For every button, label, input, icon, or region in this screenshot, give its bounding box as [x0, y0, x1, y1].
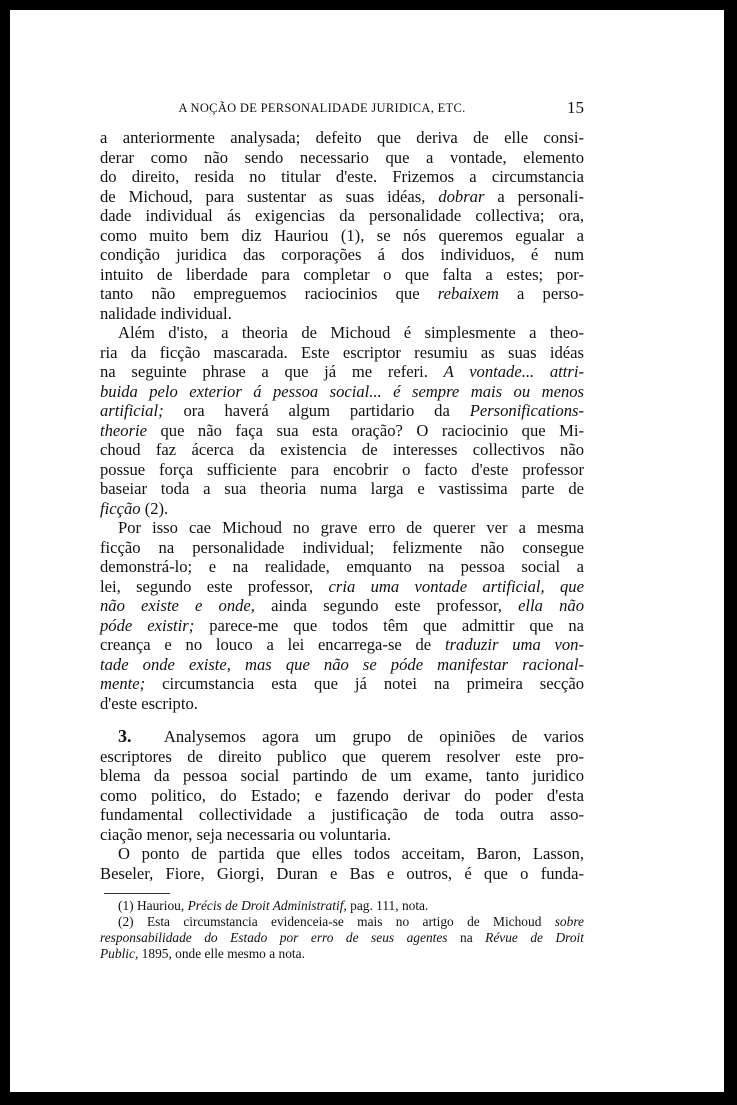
text-line: possue força sufficiente para encobrir o facto d'este professor	[100, 459, 584, 479]
text-line: mente; circumstancia esta que já notei na primeira secção	[100, 674, 584, 693]
text-line: demonstrá-lo; e na realidade, emquanto na pessoa social a	[100, 557, 584, 576]
text-line: como politico, do Estado; e fazendo derivar do poder d'esta	[100, 785, 584, 805]
text-line: choud faz ácerca da existencia de interesses collectivos não	[100, 440, 584, 459]
text-line: nalidade individual.	[100, 303, 232, 323]
paragraph-5	[100, 844, 584, 883]
footnote-2-line: (2) Esta circumstancia evidenceia-se mais no artigo de Michoud sobre	[118, 914, 584, 929]
footnote-2-line: Public, 1895, onde elle mesmo a nota.	[100, 946, 305, 961]
footnote-rule	[104, 893, 170, 894]
body-text	[100, 128, 584, 883]
book-page	[10, 10, 724, 1092]
text-line: ficção na personalidade individual; felizmente não consegue	[100, 537, 584, 557]
text-line: tade onde existe, mas que não se póde manifestar racional-	[100, 654, 584, 674]
text-line: theorie que não faça sua esta oração? O raciocinio que Mi-	[100, 420, 584, 440]
text-line: creança e no louco a lei encarrega-se de traduzir uma von-	[100, 635, 585, 654]
running-header	[100, 98, 584, 120]
text-line: a anteriormente analysada; defeito que deriva de elle consi-	[100, 128, 584, 147]
text-line: na seguinte phrase a que já me referi. A vontade... attri-	[100, 362, 584, 381]
text-line: dade individual ás exigencias da personalidade collectiva; ora,	[100, 206, 584, 225]
section-number: 3.	[118, 726, 132, 746]
text-line: blema da pessoa social partindo de um exame, tanto juridico	[100, 766, 584, 785]
text-line: de Michoud, para sustentar as suas idéas, dobrar a personali-	[100, 186, 584, 206]
paragraph-4	[100, 727, 584, 844]
text-line: artificial; ora haverá algum partidario da Personifications-	[100, 401, 584, 420]
text-line: como muito bem diz Hauriou (1), se nós queremos egualar a	[100, 225, 584, 245]
text-line: intuito de liberdade para completar o que falta a estes; por-	[100, 264, 584, 284]
header-title: A NOÇÃO DE PERSONALIDADE JURIDICA, ETC.	[178, 101, 466, 115]
text-line: fundamental collectividade a justificação de toda outra asso-	[100, 805, 584, 824]
text-line: Além d'isto, a theoria de Michoud é simplesmente a theo-	[118, 323, 584, 342]
text-line: Por isso cae Michoud no grave erro de querer ver a mesma	[118, 518, 584, 537]
paragraph-1	[100, 128, 584, 323]
text-line: ciação menor, seja necessaria ou voluntaria.	[100, 824, 391, 844]
footnote-1: (1) Hauriou, Précis de Droit Administratif, pag. 111, nota.	[118, 898, 429, 913]
page-number: 15	[567, 98, 584, 117]
section-gap	[100, 713, 584, 727]
text-line: buida pelo exterior á pessoa social... é sempre mais ou menos	[100, 381, 584, 401]
footnotes	[100, 893, 584, 962]
text-line: tanto não empreguemos raciocinios que rebaixem a perso-	[100, 284, 584, 303]
footnote-2-line: responsabilidade do Estado por erro de seus agentes na Révue de Droit	[100, 930, 584, 945]
text-line: 3. Analysemos agora um grupo de opiniões de varios	[118, 726, 585, 746]
text-line: do direito, resida no titular d'este. Frizemos a circumstancia	[100, 167, 584, 186]
text-line: póde existir; parece-me que todos têm que admittir que na	[100, 615, 584, 635]
text-line: derar como não sendo necessario que a vontade, elemento	[100, 147, 584, 167]
text-line: baseiar toda a sua theoria numa larga e vastissima parte de	[100, 479, 584, 498]
text-line: condição juridica das corporações á dos individuos, é num	[100, 245, 584, 264]
text-line: ria da ficção mascarada. Este escriptor resumiu as suas idéas	[100, 342, 584, 362]
text-line: ficção (2).	[100, 498, 169, 518]
text-line: O ponto de partida que elles todos acceitam, Baron, Lasson,	[118, 844, 584, 863]
text-line: lei, segundo este professor, cria uma vontade artificial, que	[100, 576, 584, 596]
text-line: não existe e onde, ainda segundo este professor, ella não	[100, 596, 585, 615]
text-line: Beseler, Fiore, Giorgi, Duran e Bas e outros, é que o funda-	[100, 863, 584, 883]
paragraph-2	[100, 323, 584, 518]
text-line: d'este escripto.	[100, 693, 198, 713]
text-line: escriptores de direito publico que querem resolver este pro-	[100, 746, 584, 766]
paragraph-3	[100, 518, 584, 713]
